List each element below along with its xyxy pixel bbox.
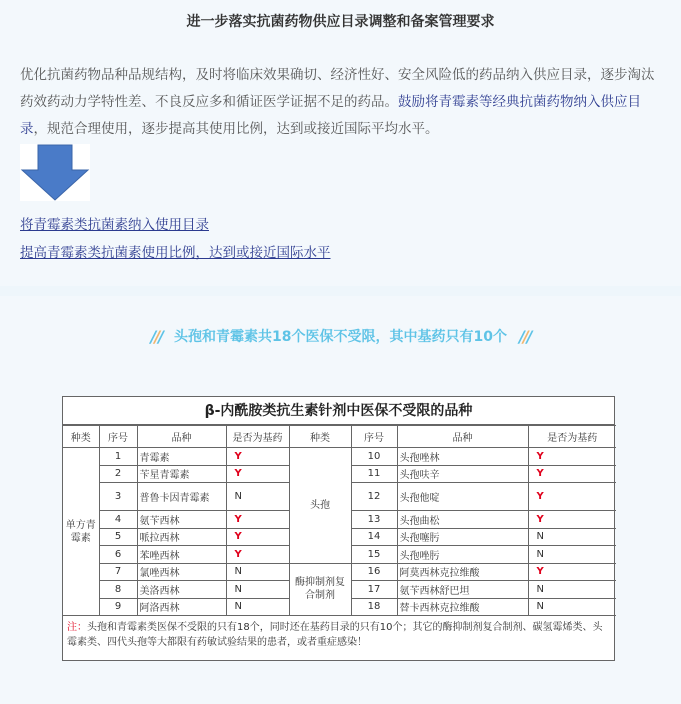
antibiotic-grid [63,425,616,616]
link-include-catalog[interactable]: 将青霉素类抗菌素纳入使用目录 [20,217,209,233]
table-row [63,563,616,581]
insurance-title: 头孢和青霉素共18个医保不受限，其中基药只有10个 [174,329,507,345]
row-number: 15 [351,546,397,564]
slash-decoration-left: /// [150,327,163,346]
down-arrow-icon [20,144,90,201]
essential-flag: N [226,598,289,616]
drug-name: 头孢噻肟 [397,528,528,546]
link-increase-ratio[interactable]: 提高青霉素类抗菌素使用比例，达到或接近国际水平 [20,245,331,261]
header-category-right: 种类 [289,426,351,448]
drug-name: 阿莫西林克拉维酸 [397,563,528,581]
row-number: 11 [351,465,397,483]
drug-name: 普鲁卡因青霉素 [137,483,226,511]
row-number: 2 [99,465,137,483]
header-drug: 品种 [137,426,226,448]
table-title: β-内酰胺类抗生素针剂中医保不受限的品种 [63,397,614,425]
table-body [63,448,616,616]
row-number: 13 [351,511,397,529]
paragraph-highlight: 鼓励将青霉素等经典抗菌药物纳入供应目录 [20,94,641,137]
drug-name: 头孢曲松 [397,511,528,529]
paragraph-plain: 优化抗菌药物品种品规结构，及时将临床效果确切、经济性好、安全风险低的药品纳入供应目录，逐步淘汰药效药动力学特性差、不良反应多和循证医学证据不足的药品。 [20,67,655,110]
antibiotic-table [62,396,615,661]
drug-name: 青霉素 [137,448,226,466]
row-number: 16 [351,563,397,581]
policy-paragraph [20,62,666,143]
row-number: 14 [351,528,397,546]
drug-name: 头孢他啶 [397,483,528,511]
essential-flag: Y [226,528,289,546]
drug-name: 头孢呋辛 [397,465,528,483]
drug-name: 头孢唑肟 [397,546,528,564]
drug-name: 替卡西林克拉维酸 [397,598,528,616]
row-number: 3 [99,483,137,511]
row-number: 12 [351,483,397,511]
essential-flag: N [226,563,289,581]
row-number: 18 [351,598,397,616]
table-row [63,448,616,466]
essential-flag: Y [528,465,616,483]
essential-flag: Y [528,448,616,466]
header-essential-right: 是否为基药 [528,426,616,448]
row-number: 10 [351,448,397,466]
category-cell-inhibitor: 酶抑制剂复合制剂 [289,563,351,616]
header-essential: 是否为基药 [226,426,289,448]
row-number: 9 [99,598,137,616]
drug-name: 氨苄西林 [137,511,226,529]
category-cell-cephalosporin: 头孢 [289,448,351,564]
row-number: 4 [99,511,137,529]
essential-flag: N [528,528,616,546]
row-number: 1 [99,448,137,466]
row-number: 17 [351,581,397,599]
essential-flag: Y [528,511,616,529]
row-number: 5 [99,528,137,546]
essential-flag: Y [226,511,289,529]
essential-flag: N [528,581,616,599]
table-note [63,616,614,654]
policy-title: 进一步落实抗菌药物供应目录调整和备案管理要求 [186,14,495,30]
drug-name: 头孢唑林 [397,448,528,466]
header-number: 序号 [99,426,137,448]
essential-flag: Y [226,465,289,483]
note-text: 头孢和青霉素类医保不受限的只有18个，同时还在基药目录的只有10个；其它的酶抑制剂复合制剂、碳氢霉烯类、头霉素类、四代头孢等大都限有药敏试验结果的患者，或者重症感染！ [67,622,603,648]
drug-name: 苯唑西林 [137,546,226,564]
policy-panel [0,0,681,286]
essential-flag: Y [226,448,289,466]
drug-name: 哌拉西林 [137,528,226,546]
drug-name: 阿洛西林 [137,598,226,616]
essential-flag: Y [528,483,616,511]
row-number: 6 [99,546,137,564]
drug-name: 苄星青霉素 [137,465,226,483]
category-cell-left: 单方青霉素 [63,448,99,616]
row-number: 7 [99,563,137,581]
paragraph-tail: ，规范合理使用，逐步提高其使用比例，达到或接近国际平均水平。 [33,121,439,137]
table-header-row [63,426,616,448]
essential-flag: N [226,483,289,511]
essential-flag: Y [528,563,616,581]
insurance-heading [0,326,681,350]
essential-flag: Y [226,546,289,564]
essential-flag: N [528,598,616,616]
header-drug-right: 品种 [397,426,528,448]
slash-decoration-right: /// [518,327,531,346]
insurance-panel [0,296,681,704]
row-number: 8 [99,581,137,599]
header-number-right: 序号 [351,426,397,448]
drug-name: 氯唑西林 [137,563,226,581]
essential-flag: N [528,546,616,564]
drug-name: 美洛西林 [137,581,226,599]
header-category: 种类 [63,426,99,448]
note-label: 注： [67,622,87,633]
essential-flag: N [226,581,289,599]
drug-name: 氨苄西林舒巴坦 [397,581,528,599]
